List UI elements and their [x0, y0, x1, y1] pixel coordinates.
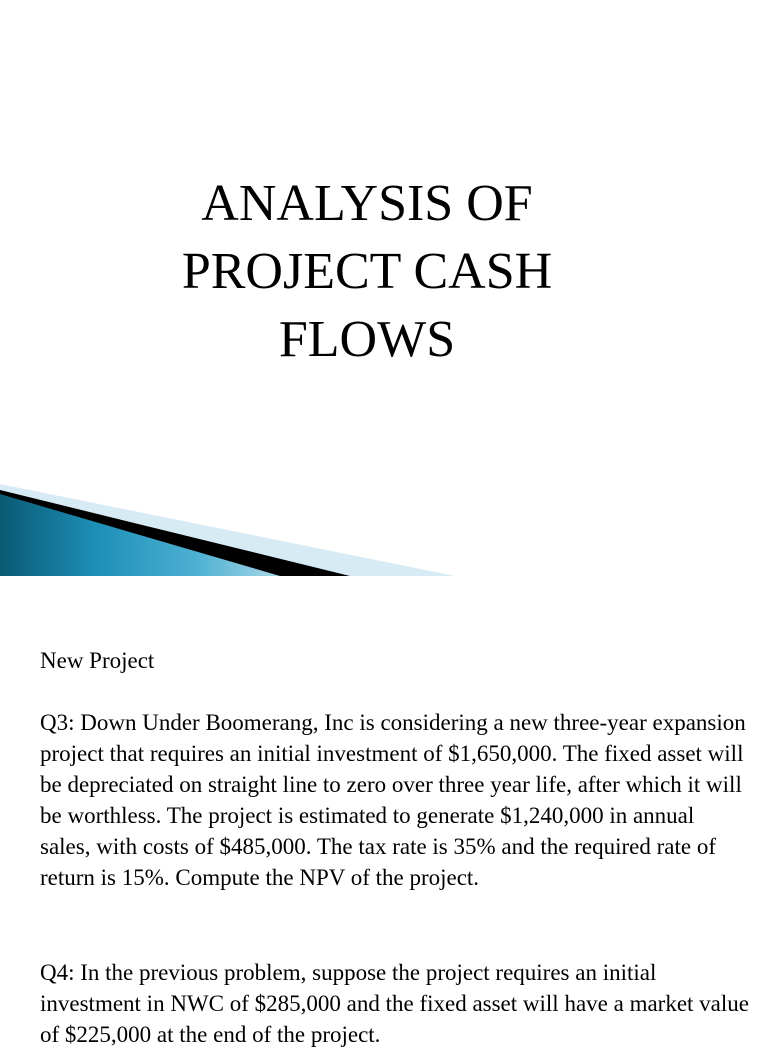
- decorative-swoosh: [0, 476, 768, 576]
- question-3-text: Q3: Down Under Boomerang, Inc is considering a new three-year expansion project that requires an initial investment of $1,650,000. The fixed asset will be depreciated on straight line to zero over three year life, after which it will be worthless. The project is estimated to generate $1,240,000 in annual sales, with costs of $485,000. The tax rate is 35% and the required rate of return is 15%. Compute the NPV of the project.: [40, 710, 746, 890]
- section-heading: New Project: [40, 648, 155, 673]
- title-line-3: FLOWS: [278, 311, 456, 368]
- title-line-1: ANALYSIS OF: [201, 175, 533, 232]
- slide-title: [60, 170, 674, 374]
- content-slide: [0, 576, 768, 1047]
- title-line-2: PROJECT CASH: [181, 243, 553, 300]
- question-4-text: Q4: In the previous problem, suppose the project requires an initial investment in NWC of $285,000 and the fixed asset will have a market value of $225,000 at the end of the project.: [40, 960, 749, 1047]
